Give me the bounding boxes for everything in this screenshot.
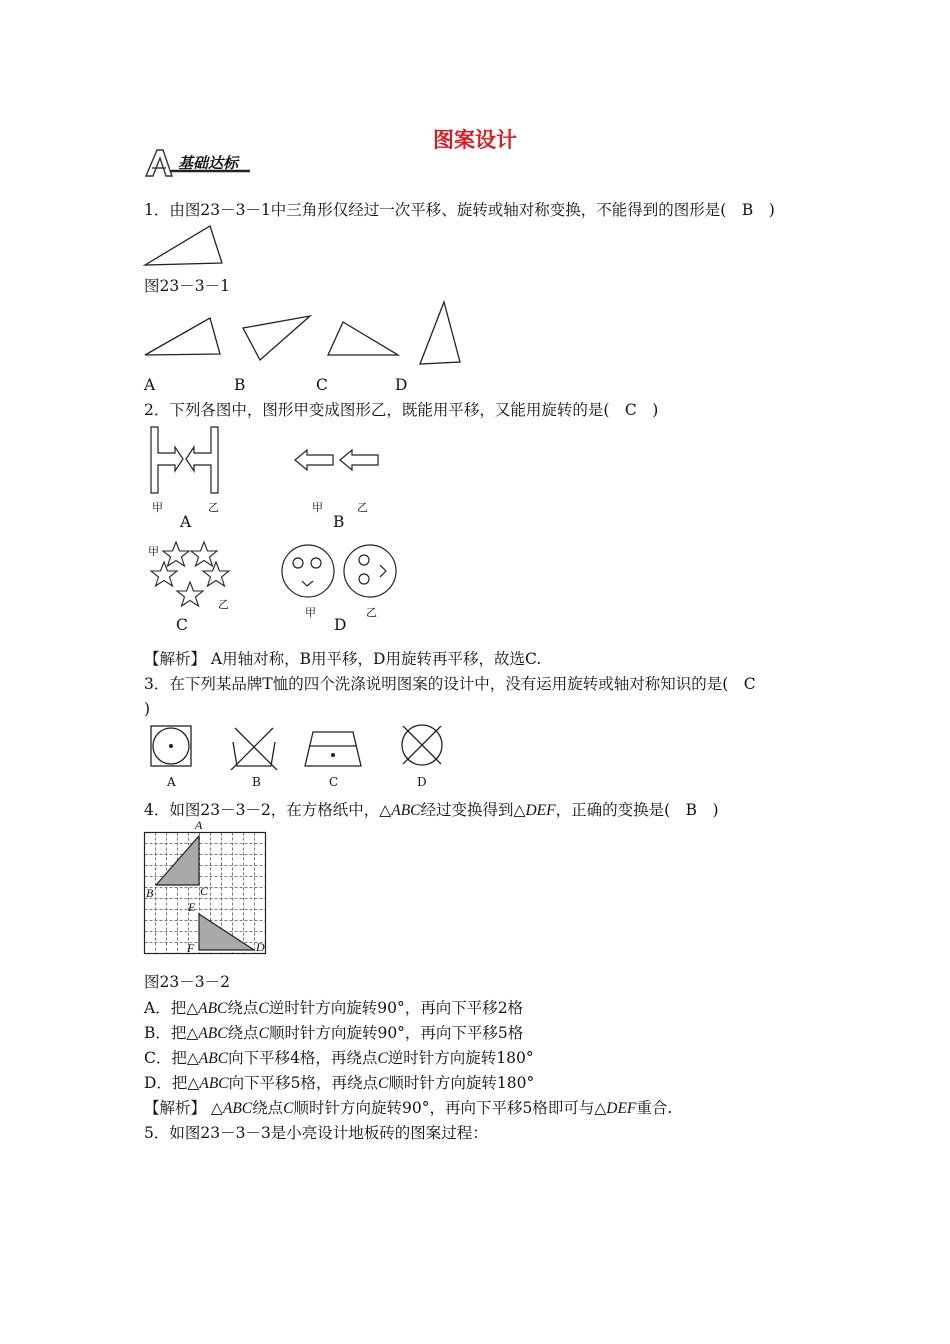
section-badge xyxy=(144,148,254,178)
q1-option-c: C xyxy=(316,376,328,394)
q4-label-d: D xyxy=(256,940,265,954)
q3-stem-line2: ) xyxy=(144,700,151,718)
q2-b-jia: 甲 xyxy=(312,501,323,514)
q4-choice-c: C．把△ABC向下平移4格，再绕点C逆时针方向旋转180° xyxy=(144,1049,534,1067)
q1-option-b-triangle xyxy=(243,316,310,360)
q4-analysis: 【解析】 △ABC绕点C顺时针方向旋转90°，再向下平移5格即可与△DEF重合. xyxy=(144,1099,673,1117)
q4-label-b: B xyxy=(146,886,154,900)
q1-option-c-triangle xyxy=(328,322,398,355)
q4-label-e: E xyxy=(188,900,196,914)
q4-label-a: A xyxy=(195,818,203,832)
q2-a-jia: 甲 xyxy=(152,501,163,514)
q2-figure-a xyxy=(145,425,225,497)
q3-d-cross xyxy=(403,726,441,764)
q2-figure-d xyxy=(280,543,400,599)
q2-option-c: C xyxy=(176,616,188,634)
q2-option-b: B xyxy=(333,513,345,531)
q3-option-d: D xyxy=(417,775,427,789)
q2-c-yi: 乙 xyxy=(218,598,229,611)
q2-d-yi: 乙 xyxy=(366,606,377,619)
q2-option-d: D xyxy=(334,616,347,634)
page-title: 图案设计 xyxy=(433,128,517,152)
q3-option-b: B xyxy=(252,775,261,789)
q3-figures xyxy=(145,722,455,772)
q2-c-jia: 甲 xyxy=(148,545,159,558)
q3-option-a: A xyxy=(167,775,176,789)
q2-figure-b xyxy=(293,446,383,476)
q1-stem: 1．由图23－3－1中三角形仅经过一次平移、旋转或轴对称变换，不能得到的图形是( B ) xyxy=(144,201,775,219)
q4-stem: 4．如图23－3－2，在方格纸中，△ABC经过变换得到△DEF，正确的变换是( B ) xyxy=(144,801,719,819)
q3-b-cross xyxy=(231,728,277,770)
badge-text: 基础达标 xyxy=(178,154,239,172)
q4-fig-caption: 图23－3－2 xyxy=(144,973,230,991)
q2-d-jia: 甲 xyxy=(305,606,316,619)
q2-a-yi: 乙 xyxy=(208,501,219,514)
q1-figure-triangle xyxy=(140,222,230,268)
q4-choice-b: B．把△ABC绕点C顺时针方向旋转90°，再向下平移5格 xyxy=(144,1024,524,1042)
q3-stem-line1: 3．在下列某品牌T恤的四个洗涤说明图案的设计中，没有运用旋转或轴对称知识的是( C xyxy=(144,675,756,693)
q4-label-c: C xyxy=(200,884,209,898)
q2-stem: 2．下列各图中，图形甲变成图形乙，既能用平移，又能用旋转的是( C ) xyxy=(144,401,659,419)
q1-option-d: D xyxy=(395,376,408,394)
q1-option-figures xyxy=(140,300,480,370)
q4-label-f: F xyxy=(187,941,195,955)
q4-choice-d: D．把△ABC向下平移5格，再绕点C顺时针方向旋转180° xyxy=(144,1074,535,1092)
q4-choice-a: A．把△ABC绕点C逆时针方向旋转90°，再向下平移2格 xyxy=(144,999,524,1017)
q4-grid-figure xyxy=(144,818,270,956)
q1-option-a: A xyxy=(144,376,156,394)
q1-option-d-triangle xyxy=(420,302,460,364)
q2-analysis: 【解析】 A用轴对称，B用平移，D用旋转再平移，故选C. xyxy=(144,650,542,668)
q2-b-yi: 乙 xyxy=(357,501,368,514)
q5-stem: 5．如图23－3－3是小亮设计地板砖的图案过程： xyxy=(144,1124,488,1142)
q3-option-c: C xyxy=(329,775,339,789)
q3-c-shape xyxy=(305,732,361,766)
q1-fig-caption: 图23－3－1 xyxy=(144,277,230,295)
q1-option-a-triangle xyxy=(145,318,220,355)
q1-option-b: B xyxy=(234,376,246,394)
q2-option-a: A xyxy=(180,513,192,531)
